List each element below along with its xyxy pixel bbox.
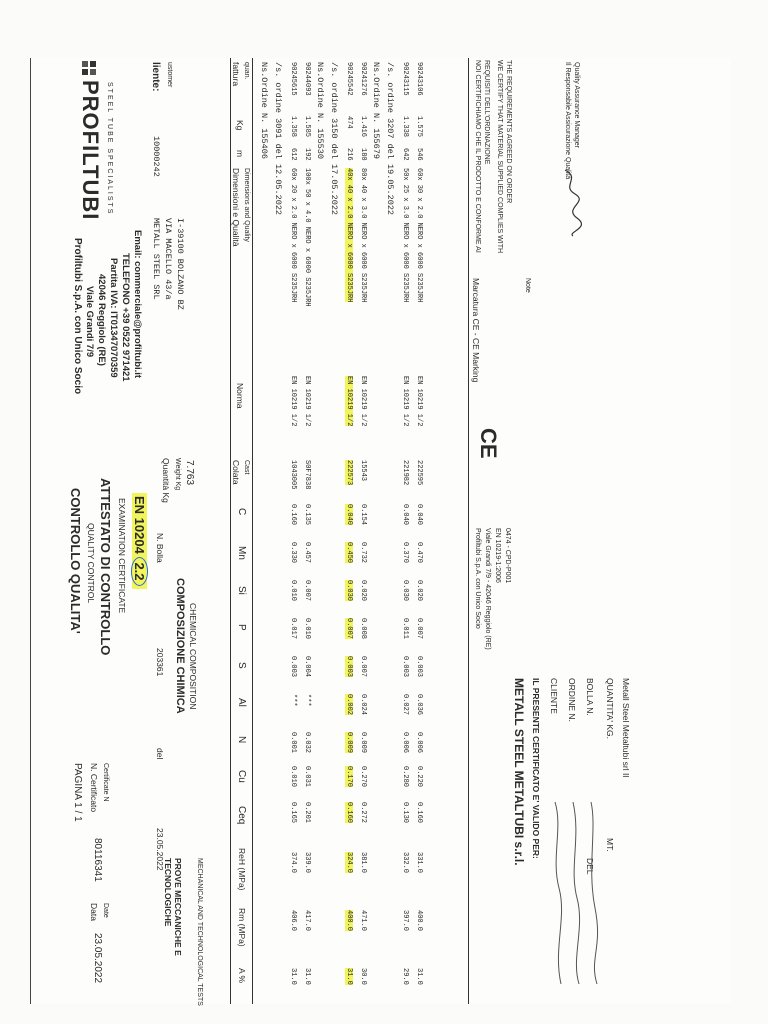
company-vat: Partita IVA: IT01347070359 — [108, 258, 119, 378]
cell-rm: 397.0 — [401, 910, 409, 932]
cell-a: 30.0 — [359, 968, 367, 985]
order-reference: Ns.Ordine N. 155530 — [315, 62, 325, 159]
cell-rm: 400.0 — [345, 910, 353, 932]
cell-a: 31.0 — [345, 968, 353, 985]
profiltubi-logo-icon — [81, 60, 97, 76]
metall-title: METALL STEEL METALTUBI s.r.l. — [512, 678, 526, 866]
col-n: N — [236, 736, 247, 744]
page-number: PAGINA 1 / 1 — [72, 763, 83, 822]
cell-mn: 0.457 — [303, 542, 311, 564]
cell-c: 0.040 — [345, 504, 353, 526]
col-norma: Norma — [235, 383, 245, 409]
company-street: Viale Grandi 7/9 — [84, 286, 95, 358]
order-reference: Ns.Ordine N. 155406 — [259, 62, 269, 159]
cell-reh: 331.0 — [415, 852, 423, 874]
cell-p: 0.017 — [289, 618, 297, 640]
order-reference: /s. ordine 3150 del 17.05.2022 — [329, 62, 339, 216]
cell-a: 31.0 — [289, 968, 297, 985]
col-s: S — [236, 662, 247, 669]
cell-ref: 90243106 — [415, 62, 423, 96]
cpr-line-1: Profiltubi S.p.A. con Unico Socio — [474, 528, 481, 629]
cell-s: 0.003 — [345, 656, 353, 678]
mech-header-en: MECHANICAL AND TECHNOLOGICAL TESTS — [196, 858, 203, 1006]
cell-rm: 471.0 — [359, 910, 367, 932]
cell-c: 0.040 — [401, 504, 409, 526]
cell-n: 0.032 — [303, 732, 311, 754]
cell-dim: 60x 20 x 2.0 NERO x 6000 S235JRH — [289, 168, 297, 303]
cell-n: 0.009 — [345, 732, 353, 754]
cell-mn: 0.450 — [345, 542, 353, 564]
cell-n: 0.006 — [415, 732, 423, 754]
cell-ceq: 0.130 — [401, 802, 409, 824]
cell-m: 180 — [359, 148, 367, 161]
cell-cast: 221982 — [401, 460, 409, 486]
cell-kg: 1.575 — [415, 116, 423, 138]
metall-del-label: DEL — [585, 858, 595, 875]
cpr-line-2: Viale Grandi 7/9 - 42046 Reggiolo (RE) — [484, 528, 491, 650]
cell-kg: 1.338 — [401, 116, 409, 138]
cell-mn: 0.370 — [401, 542, 409, 564]
cell-al: *** — [303, 694, 311, 707]
col-fattura-2: quan. — [243, 62, 250, 80]
cell-al: *** — [289, 694, 297, 707]
title-examination: ATTESTATO DI CONTROLLO — [98, 478, 113, 656]
bolla-date: 23.05.2022 — [155, 828, 165, 871]
cell-dim: 80x 40 x 3.0 NERO x 6000 S235JRH — [359, 168, 367, 303]
date-label-en: Date — [102, 903, 109, 918]
col-a: A % — [237, 968, 247, 984]
col-c: C — [236, 508, 247, 516]
cell-cast: 222573 — [345, 460, 353, 486]
cell-norma: EN 10219 1/2 — [303, 376, 311, 427]
cell-a: 31.0 — [303, 968, 311, 985]
metall-bolla-label: BOLLA N. — [585, 678, 595, 716]
cell-n: 0.006 — [401, 732, 409, 754]
company-name: Profiltubi S.p.A. con Unico Socio — [72, 238, 83, 395]
qa-manager-it: Il Responsabile Assicurazione Qualità — [564, 62, 571, 180]
cell-m: 612 — [289, 148, 297, 161]
col-kg: Kg — [235, 120, 245, 131]
cell-si: 0.020 — [415, 580, 423, 602]
cell-si: 0.030 — [401, 580, 409, 602]
col-dim: Dimensioni e Qualità — [231, 168, 241, 247]
company-tagline: STEEL TUBE SPECIALISTS — [106, 82, 113, 216]
cell-kg: 1.358 — [289, 116, 297, 138]
bolla-del-label: del — [155, 748, 165, 760]
cell-c: 0.040 — [415, 504, 423, 526]
cell-ref: 90243115 — [401, 62, 409, 96]
col-ceq: Ceq — [236, 806, 247, 825]
cpr-line-4: 0474 - CPD-P001 — [504, 528, 511, 584]
client-name: METALL STEEL SRL — [151, 218, 161, 300]
cell-si: 0.030 — [345, 580, 353, 602]
cell-p: 0.011 — [401, 618, 409, 640]
col-colata-en: Cast — [243, 460, 250, 475]
cell-al: 0.036 — [415, 694, 423, 716]
cell-reh: 339.0 — [303, 852, 311, 874]
col-dim-en: Dimensions and Quality — [243, 168, 250, 242]
company-city: 42046 Reggiolo (RE) — [96, 274, 107, 366]
title-examination-en: EXAMINATION CERTIFICATE — [117, 498, 127, 614]
cell-s: 0.004 — [303, 656, 311, 678]
cell-cast: 222595 — [415, 460, 423, 486]
cell-ceq: 0.165 — [289, 802, 297, 824]
cell-ceq: 0.201 — [303, 802, 311, 824]
metall-mt-label: MT. — [605, 838, 615, 852]
ce-mark-icon: CE — [476, 428, 501, 459]
cell-ref: 90241276 — [359, 62, 367, 96]
cell-si: 0.007 — [303, 580, 311, 602]
col-al: Al — [236, 698, 247, 707]
cell-p: 0.008 — [359, 618, 367, 640]
cell-kg: 1.585 — [303, 116, 311, 138]
cell-norma: EN 10219 1/2 — [345, 376, 353, 427]
cell-cu: 0.220 — [415, 766, 423, 788]
cell-kg: 1.416 — [359, 116, 367, 138]
cell-s: 0.007 — [359, 656, 367, 678]
cell-cu: 0.280 — [401, 766, 409, 788]
cell-dim: 100x 50 x 4.0 NERO x 6000 S235JRH — [303, 168, 311, 307]
cell-dim: 60x 30 x 2.0 NERO x 6000 S235JRH — [415, 168, 423, 303]
company-phone: TELEFONO +39 0522 971421 — [120, 253, 131, 382]
cell-norma: EN 10219 1/2 — [359, 376, 367, 427]
declaration-en-1: WE CERTIFY THAT MATERIAL SUPPLIED COMPLIES WITH — [496, 60, 503, 254]
cell-norma: EN 10219 1/2 — [289, 376, 297, 427]
cell-norma: EN 10219 1/2 — [401, 376, 409, 427]
cert-date: 23.05.2022 — [92, 933, 103, 984]
col-si: Si — [236, 586, 247, 595]
cell-cu: 0.031 — [303, 766, 311, 788]
col-rm: Rm (MPa) — [237, 908, 247, 947]
order-reference: Ns.Ordine N. 155679 — [371, 62, 381, 159]
cert-number-label: N. Certificato — [89, 763, 99, 813]
chem-header: COMPOSIZIONE CHIMICA — [174, 578, 186, 714]
cell-m: 216 — [345, 148, 353, 161]
cell-ref: 90245542 — [345, 62, 353, 96]
metall-validity: IL PRESENTE CERTIFICATO E' VALIDO PER: — [531, 678, 541, 859]
bolla-label: N. Bolla — [155, 533, 165, 563]
cell-ref: 90245615 — [289, 62, 297, 96]
cell-ref: 90244093 — [303, 62, 311, 96]
cell-reh: 381.0 — [359, 852, 367, 874]
cell-rm: 400.0 — [415, 910, 423, 932]
cell-norma: EN 10219 1/2 — [415, 376, 423, 427]
cell-dim: 50x 25 x 3.0 NERO x 6000 S235JRH — [401, 168, 409, 303]
norm-label: EN 10204 — [132, 496, 147, 554]
ce-marking-label: Marcatura CE - CE Marking — [471, 278, 481, 383]
cell-p: 0.007 — [345, 618, 353, 640]
norm-badge — [132, 493, 147, 589]
notes-label: Note — [524, 278, 531, 293]
col-p: P — [236, 624, 247, 631]
cell-m: 546 — [415, 148, 423, 161]
cell-kg: 474 — [345, 116, 353, 129]
col-reh: ReH (MPa) — [237, 848, 247, 891]
certificate-page — [30, 58, 731, 1004]
norm-type-circle: 2.2 — [131, 557, 148, 585]
qa-signature — [559, 168, 583, 238]
client-code: 10000242 — [151, 136, 161, 177]
cell-rm: 417.0 — [303, 910, 311, 932]
client-label: liente: — [150, 62, 161, 92]
cell-al: 0.024 — [359, 694, 367, 716]
cell-cast: S0F7838 — [303, 460, 311, 490]
company-email: Email: commerciale@profiltubi.it — [132, 230, 143, 379]
order-reference: /s. ordine 3207 del 19.05.2022 — [385, 62, 395, 216]
cell-cu: 0.270 — [359, 766, 367, 788]
cell-ceq: 0.160 — [415, 802, 423, 824]
title-quality-control: CONTROLLO QUALITA' — [68, 488, 83, 634]
declaration-en-2: THE REQUIREMENTS AGREED ON ORDER — [505, 60, 512, 204]
chem-header-en: CHEMICAL COMPOSITION — [188, 603, 198, 710]
company-brand: PROFILTUBI — [78, 80, 103, 221]
cell-m: 192 — [303, 148, 311, 161]
date-label: Data — [89, 903, 99, 921]
qa-manager-en: Quality Assurance Manager — [573, 62, 580, 148]
cell-si: 0.020 — [359, 580, 367, 602]
cell-dim: 40x 40 x 2.0 NERO x 6000 S235JRH — [345, 168, 353, 303]
cell-p: 0.007 — [415, 618, 423, 640]
col-cu: Cu — [236, 770, 247, 783]
cert-number-label-en: Certificate N — [102, 763, 109, 802]
cell-al: 0.027 — [401, 694, 409, 716]
cpr-line-3: EN 10219-1:2006 — [494, 528, 501, 583]
cell-s: 0.003 — [401, 656, 409, 678]
cell-mn: 0.732 — [359, 542, 367, 564]
cell-s: 0.003 — [289, 656, 297, 678]
declaration-it-1: NOI CERTIFICHIAMO CHE IL PRODOTTO E CONFORME AI — [474, 60, 481, 253]
cell-al: 0.002 — [345, 694, 353, 716]
metall-client-label: CLIENTE — [549, 678, 559, 714]
cell-reh: 324.0 — [345, 852, 353, 874]
cell-a: 29.0 — [401, 968, 409, 985]
rotated-content — [31, 58, 731, 1004]
qty-header: Quantità Kg — [161, 458, 171, 503]
col-fattura: fattura — [231, 62, 241, 87]
cell-c: 0.154 — [359, 504, 367, 526]
cell-rm: 406.0 — [289, 910, 297, 932]
col-m: m — [235, 150, 245, 158]
metall-order-label: ORDINE N. — [567, 678, 577, 722]
order-reference: /s. ordine 3091 del 12.05.2022 — [273, 62, 283, 216]
metall-signature-line: Metall Steel Metaltubi srl Il — [621, 678, 631, 778]
cell-mn: 0.470 — [415, 542, 423, 564]
cell-reh: 332.0 — [401, 852, 409, 874]
total-weight: 7.763 — [184, 460, 195, 486]
cell-c: 0.160 — [289, 504, 297, 526]
cell-cu: 0.170 — [345, 766, 353, 788]
cell-c: 0.135 — [303, 504, 311, 526]
col-mn: Mn — [236, 546, 247, 560]
cell-reh: 374.0 — [289, 852, 297, 874]
cell-n: 0.001 — [289, 732, 297, 754]
handwritten-notes — [543, 798, 603, 988]
metall-qty-label: QUANTITA' KG. — [605, 678, 615, 739]
cell-ceq: 0.160 — [345, 802, 353, 824]
client-city: I-39100 BOLZANO BZ — [175, 218, 185, 310]
cell-s: 0.003 — [415, 656, 423, 678]
cell-a: 31.0 — [415, 968, 423, 985]
client-street: VIA MACELLO 43/a — [163, 218, 173, 300]
cell-mn: 0.330 — [289, 542, 297, 564]
cell-cast: 15543 — [359, 460, 367, 482]
cell-ceq: 0.272 — [359, 802, 367, 824]
cell-n: 0.009 — [359, 732, 367, 754]
cell-cu: 0.010 — [289, 766, 297, 788]
title-quality-control-en: QUALITY CONTROL — [86, 523, 96, 604]
cert-number: 80116341 — [92, 838, 103, 882]
mech-header: PROVE MECCANICHE E TECNOLOGICHE — [163, 858, 183, 956]
declaration-it-2: REQUISITI DELL'ORDINAZIONE — [483, 60, 490, 165]
cell-p: 0.010 — [303, 618, 311, 640]
bolla-number: 203361 — [155, 648, 165, 677]
cell-cast: 1043005 — [289, 460, 297, 490]
qty-header-en: Weight Kg — [174, 458, 181, 491]
col-colata: Colata — [231, 460, 241, 485]
cell-si: 0.010 — [289, 580, 297, 602]
client-label-en: ustomer — [166, 62, 173, 88]
cell-m: 642 — [401, 148, 409, 161]
